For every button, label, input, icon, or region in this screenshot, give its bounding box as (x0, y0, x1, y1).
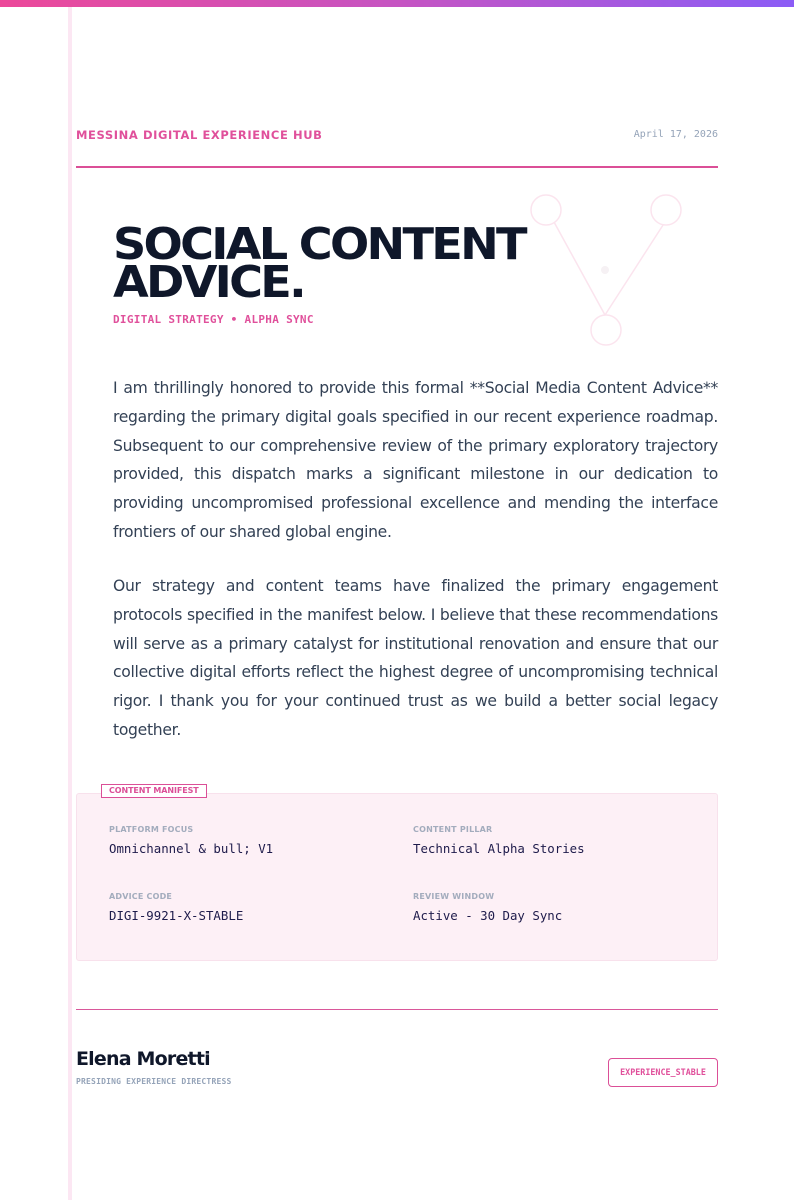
page-title (113, 219, 659, 308)
manifest-tag: CONTENT MANIFEST (101, 784, 207, 798)
side-accent-strip (68, 7, 72, 1200)
field-label: CONTENT PILLAR (413, 825, 493, 834)
field-label: REVIEW WINDOW (413, 892, 495, 901)
field-label: PLATFORM FOCUS (109, 825, 194, 834)
title-line-2: ADVICE. (113, 257, 304, 308)
document-date: April 17, 2026 (633, 129, 718, 140)
manifest-field-review-window (413, 892, 562, 923)
signer-name: Elena Moretti (76, 1048, 210, 1070)
signer-role: PRESIDING EXPERIENCE DIRECTRESS (76, 1077, 232, 1086)
body-paragraph-1: I am thrillingly honored to provide this formal **Social Media Content Advice** regarding the primary digital goals specified in our recent experience roadmap. Subsequent to our comprehensive review of the primary exploratory trajectory provided, this dispatch marks a significant milestone in our dedication to providing uncompromised professional excellence and mending the interface frontiers of our shared global engine. (113, 379, 718, 541)
field-value: Active - 30 Day Sync (413, 908, 563, 923)
letterhead (76, 126, 718, 168)
field-value: Omnichannel & bull; V1 (109, 841, 274, 856)
status-badge: EXPERIENCE_STABLE (608, 1058, 718, 1087)
manifest-field-advice-code (109, 892, 243, 923)
top-gradient-bar (0, 0, 794, 7)
page-subtitle: DIGITAL STRATEGY • ALPHA SYNC (113, 313, 314, 326)
field-value: DIGI-9921-X-STABLE (109, 908, 244, 923)
field-value: Technical Alpha Stories (413, 841, 585, 856)
manifest-field-content-pillar (413, 825, 585, 856)
manifest-field-platform-focus (109, 825, 273, 856)
field-label: ADVICE CODE (109, 892, 173, 901)
body-paragraph-2: Our strategy and content teams have finalized the primary engagement protocols specified in the manifest below. I believe that these recommendations will serve as a primary catalyst for institutional renovation and ensure that our collective digital efforts reflect the highest degree of uncompromising technical rigor. I thank you for your continued trust as we build a better social legacy together. (113, 577, 718, 739)
content-manifest-panel (76, 793, 718, 961)
footer-divider (76, 1009, 718, 1010)
organization-name: MESSINA DIGITAL EXPERIENCE HUB (76, 128, 323, 142)
title-line-1: SOCIAL CONTENT (113, 219, 525, 270)
